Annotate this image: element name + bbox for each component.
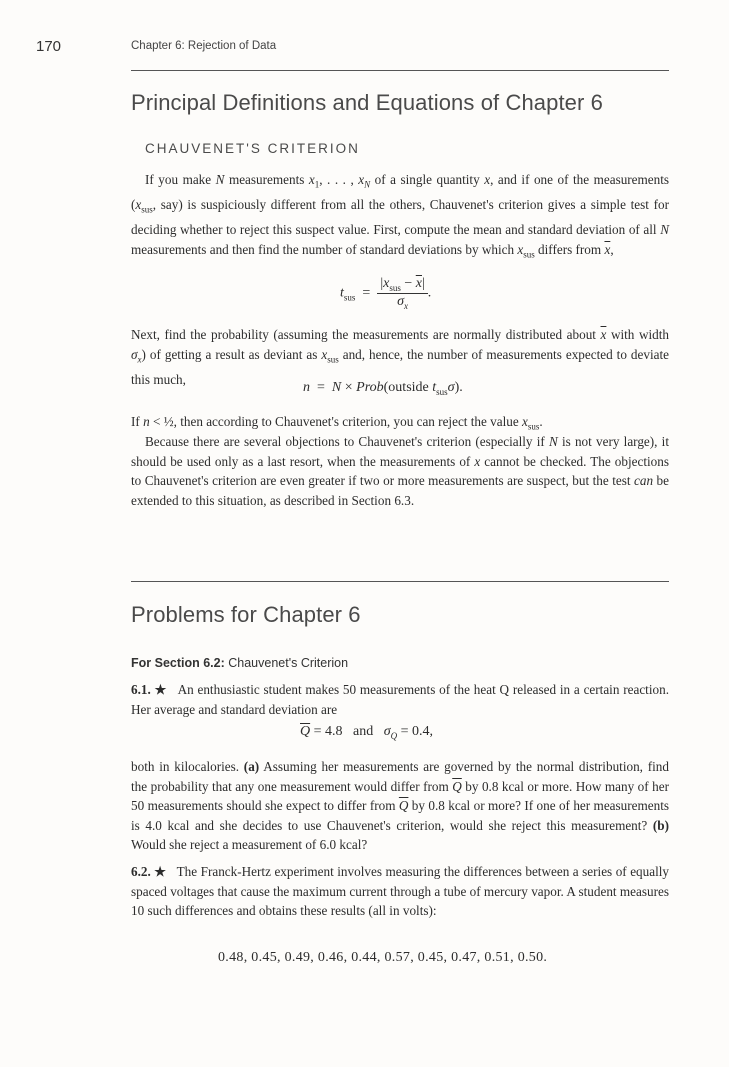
problem-6-2: 6.2. ★ The Franck-Hertz experiment involves measuring the differences between a series of equally spaced voltages that cause the maximum current through a tube of mercury vapor. A student measures 10 such differences and obtains these results (all in volts): xyxy=(131,864,670,918)
equation-t-sus: $t_{sus}$ = $\frac{|x_{sus} - \overline{x}|}{\sigma_x}$ . xyxy=(340,276,432,311)
definitions-paragraph-2: Next, find the probability (assuming the measurements are normally distributed about $\overline{x}$ with width $\sigma_x$) of getting a result as deviant as $x_{sus}$ and, hence, the number of measurements expected to deviate this much, xyxy=(131,327,670,387)
chapter-reference: Chapter 6: Rejection of Data xyxy=(131,40,277,52)
problem-6-1-body: both in kilocalories. (a) Assuming her measurements are governed by the normal distribution, find the probability that any one measurement would differ from $\overline{Q}$ by 0.8 kcal or more. How many of her 50 measurements should she expect to differ from $\overline{Q}$ by 0.8 kcal or more? If one of her measurements is 4.0 kcal and she decides to use Chauvenet's criterion, would she reject this measurement? (b) Would she reject a measurement of 6.0 kcal? xyxy=(131,759,670,852)
problems-title: Problems for Chapter 6 xyxy=(131,602,361,627)
running-head xyxy=(36,38,676,56)
definitions-paragraph-3: If n < ½, then according to Chauvenet's criterion, you can reject the value $x_{sus}$. xyxy=(131,414,543,432)
page-number: 170 xyxy=(36,38,62,55)
section-label: For Section 6.2: Chauvenet's Criterion xyxy=(131,656,349,670)
chauvenet-subhead: CHAUVENET'S CRITERION xyxy=(145,141,360,156)
franck-hertz-values: 0.48, 0.45, 0.49, 0.46, 0.44, 0.57, 0.45, 0.47, 0.51, 0.50. xyxy=(218,950,548,965)
definitions-title: Principal Definitions and Equations of Chapter 6 xyxy=(131,90,603,115)
top-rule xyxy=(131,70,669,71)
definitions-paragraph-4: Because there are several objections to Chauvenet's criterion (especially if N is not very large), it should be used only as a last resort, when the measurements of x cannot be checked. The objections to Chauvenet's criterion are even greater if two or more measurements are suspect, but the test can be extended to this situation, as described in Section 6.3. xyxy=(131,434,670,508)
equation-q-mean-sigma: $\overline{Q} = 4.8$ and $\sigma_Q = 0.4$, xyxy=(300,724,434,741)
problem-6-1-intro: 6.1. ★ An enthusiastic student makes 50 measurements of the heat Q released in a certain reaction. Her average and standard deviation are xyxy=(131,682,669,717)
middle-rule xyxy=(131,581,669,582)
definitions-paragraph-1: If you make N measurements $x_1$, . . . , $x_N$ of a single quantity x, and if one of the measurements ($x_{sus}$, say) is suspiciously different from all the others, Chauvenet's criterion gives a simple test for deciding whether to reject this suspect value. First, compute the mean and standard deviation of all N measurements and then find the number of standard deviations by which $x_{sus}$ differs from $\overline{x}$, xyxy=(131,172,670,260)
equation-n: n = N × Prob(outside $t_{sus}\sigma$). xyxy=(303,380,463,397)
